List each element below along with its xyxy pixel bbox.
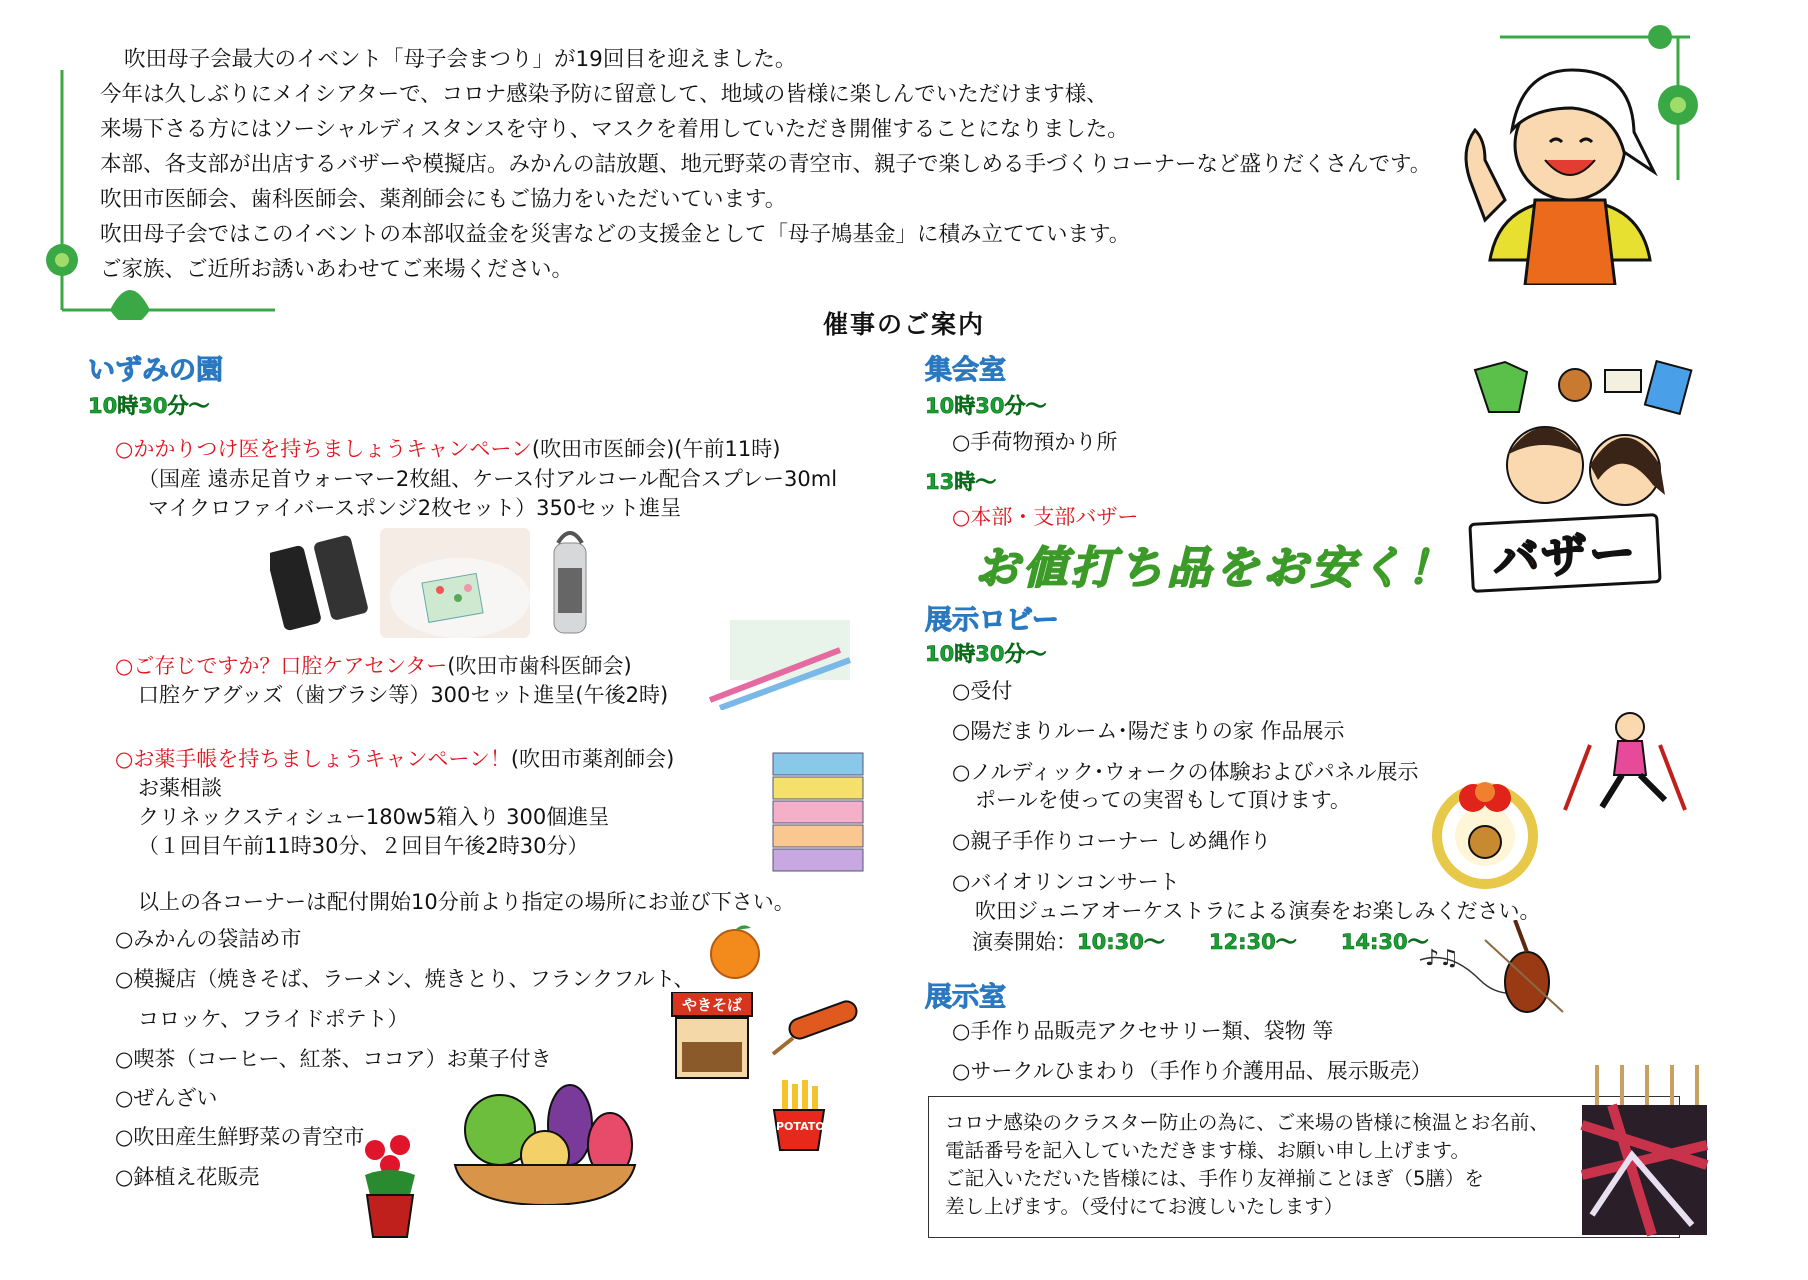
list-item-note: ポールを使っての実習もして頂けます。 (975, 788, 1351, 812)
list-item: ○みかんの袋詰め市 (115, 927, 302, 951)
notice-line: ご記入いただいた皆様には、手作り友禅揃ことほぎ（5膳）を (945, 1167, 1484, 1190)
campaign-dental (115, 652, 632, 680)
waving-woman-illustration (1450, 60, 1680, 285)
campaign-org: (吹田市歯科医師会) (447, 654, 632, 678)
queue-note: 以上の各コーナーは配付開始10分前より指定の場所にお並び下さい。 (138, 890, 795, 914)
performance-time: 14:30～ (1340, 930, 1429, 954)
nordic-walker-illustration (1560, 705, 1690, 815)
list-item: ○鉢植え花販売 (115, 1165, 260, 1189)
intro-text (100, 42, 1460, 287)
campaign-detail: マイクロファイバースポンジ2枚セット）350セット進呈 (148, 496, 682, 520)
campaign-detail: クリネックスティシュー180w5箱入り 300個進呈 (138, 805, 610, 829)
ankle-warmer-photo (270, 528, 370, 638)
list-item: ○吹田産生鮮野菜の青空市 (115, 1125, 365, 1149)
list-item: ○親子手作りコーナー しめ縄作り (952, 829, 1271, 853)
campaign-org: (吹田市薬剤師会) (510, 747, 675, 771)
campaign-org: (吹田市医師会)(午前11時) (531, 437, 781, 461)
list-item: コロッケ、フライドポテト） (138, 1007, 409, 1031)
performance-label: 演奏開始： (972, 930, 1077, 954)
intro-line: ご家族、ご近所お誘いあわせてご来場ください。 (100, 257, 574, 282)
tissue-boxes-photo (768, 748, 868, 873)
list-item: ○陽だまりルーム･陽だまりの家 作品展示 (952, 719, 1345, 743)
section-title-assembly-room: 集会室 (925, 355, 1006, 386)
campaign-detail: お薬相談 (138, 776, 222, 800)
violin-illustration (1415, 920, 1565, 1020)
svg-text:♪♫: ♪♫ (1425, 946, 1459, 971)
performance-time: 10:30～ (1077, 930, 1165, 954)
bazaar-banner (1468, 513, 1661, 593)
potted-flower-illustration (355, 1130, 425, 1240)
time-label: 13時～ (925, 470, 997, 494)
events-heading: 催事のご案内 (822, 310, 985, 339)
bazaar-slogan: お値打ち品をお安く！ (975, 543, 1455, 594)
spray-bottle-photo (540, 528, 600, 638)
list-item: ○バイオリンコンサート (952, 870, 1180, 894)
performance-times (972, 928, 1465, 956)
campaign-title: ○かかりつけ医を持ちましょうキャンペーン (115, 437, 532, 461)
potato-label: POTATO (776, 1120, 825, 1133)
list-item: ○ぜんざい (115, 1086, 218, 1110)
list-item: ○喫茶（コーヒー、紅茶、ココア）お菓子付き (115, 1047, 552, 1071)
intro-line: 今年は久しぶりにメイシアターで、コロナ感染予防に留意して、地域の皆様に楽しんでいただけます様、 (100, 82, 1108, 107)
notice-line: 電話番号を記入していただきます様、お願い申し上げます。 (945, 1139, 1470, 1162)
section-title-exhibition-room: 展示室 (925, 982, 1006, 1013)
sponge-photo (380, 528, 530, 638)
list-item: ○模擬店（焼きそば、ラーメン、焼きとり、フランクフルト、 (115, 967, 695, 991)
orange-illustration (705, 920, 765, 980)
kids-illustration (1465, 360, 1695, 530)
campaign-detail: （国産 遠赤足首ウォーマー2枚組、ケース付アルコール配合スプレー30ml (138, 467, 838, 491)
time-label: 10時30分～ (925, 642, 1047, 666)
list-item: ○手荷物預かり所 (952, 430, 1118, 454)
potato-fries-illustration (768, 1080, 830, 1152)
toothbrush-photo (690, 620, 860, 710)
campaign-detail: 口腔ケアグッズ（歯ブラシ等）300セット進呈(午後2時) (138, 683, 669, 707)
bazaar-banner-text: バザー (1491, 525, 1639, 587)
list-item-note: 吹田ジュニアオーケストラによる演奏をお楽しみください。 (975, 899, 1541, 923)
campaign-title: ○ご存じですか？口腔ケアセンター (115, 654, 448, 678)
covid-notice-box (928, 1096, 1680, 1238)
shimenawa-wreath-illustration (1425, 772, 1545, 892)
list-item: ○サークルひまわり（手作り介護用品、展示販売） (952, 1059, 1432, 1083)
chopsticks-gift-photo (1572, 1065, 1712, 1240)
bazaar-title: ○本部・支部バザー (952, 505, 1139, 529)
campaign-title: ○お薬手帳を持ちましょうキャンペーン！ (115, 747, 511, 771)
intro-line: 来場下さる方にはソーシャルディスタンスを守り、マスクを着用していただき開催することになりました。 (100, 117, 1129, 142)
campaign-detail: （１回目午前11時30分、２回目午後2時30分） (138, 834, 589, 858)
vegetable-basket-illustration (445, 1075, 645, 1205)
notice-line: 差し上げます。（受付にてお渡しいたします） (945, 1195, 1344, 1218)
yakisoba-stall-illustration (668, 992, 756, 1082)
time-label: 10時30分～ (88, 394, 210, 418)
list-item: ○受付 (952, 679, 1013, 703)
section-title-izumi: いずみの園 (88, 355, 223, 386)
section-title-exhibition-lobby: 展示ロビー (925, 605, 1059, 636)
time-label: 10時30分～ (925, 394, 1047, 418)
intro-line: 吹田母子会最大のイベント「母子会まつり」が19回目を迎えました。 (124, 47, 797, 72)
notice-line: コロナ感染のクラスター防止の為に、ご来場の皆様に検温とお名前、 (945, 1111, 1549, 1134)
performance-time: 12:30～ (1208, 930, 1297, 954)
campaign-pharmacy (115, 745, 674, 773)
intro-line: 本部、各支部が出店するバザーや模擬店。みかんの詰放題、地元野菜の青空市、親子で楽しめる手づくりコーナーなど盛りだくさんです。 (100, 152, 1432, 177)
frankfurter-illustration (768, 998, 868, 1058)
list-item: ○ノルディック･ウォークの体験およびパネル展示 (952, 760, 1419, 784)
list-item: ○手作り品販売アクセサリー類、袋物 等 (952, 1019, 1334, 1043)
campaign-doctor (115, 435, 780, 463)
yakisoba-sign: やきそば (681, 996, 742, 1014)
intro-line: 吹田母子会ではこのイベントの本部収益金を災害などの支援金として「母子鳩基金」に積み立てています。 (100, 222, 1131, 247)
intro-line: 吹田市医師会、歯科医師会、薬剤師会にもご協力をいただいています。 (100, 187, 787, 212)
